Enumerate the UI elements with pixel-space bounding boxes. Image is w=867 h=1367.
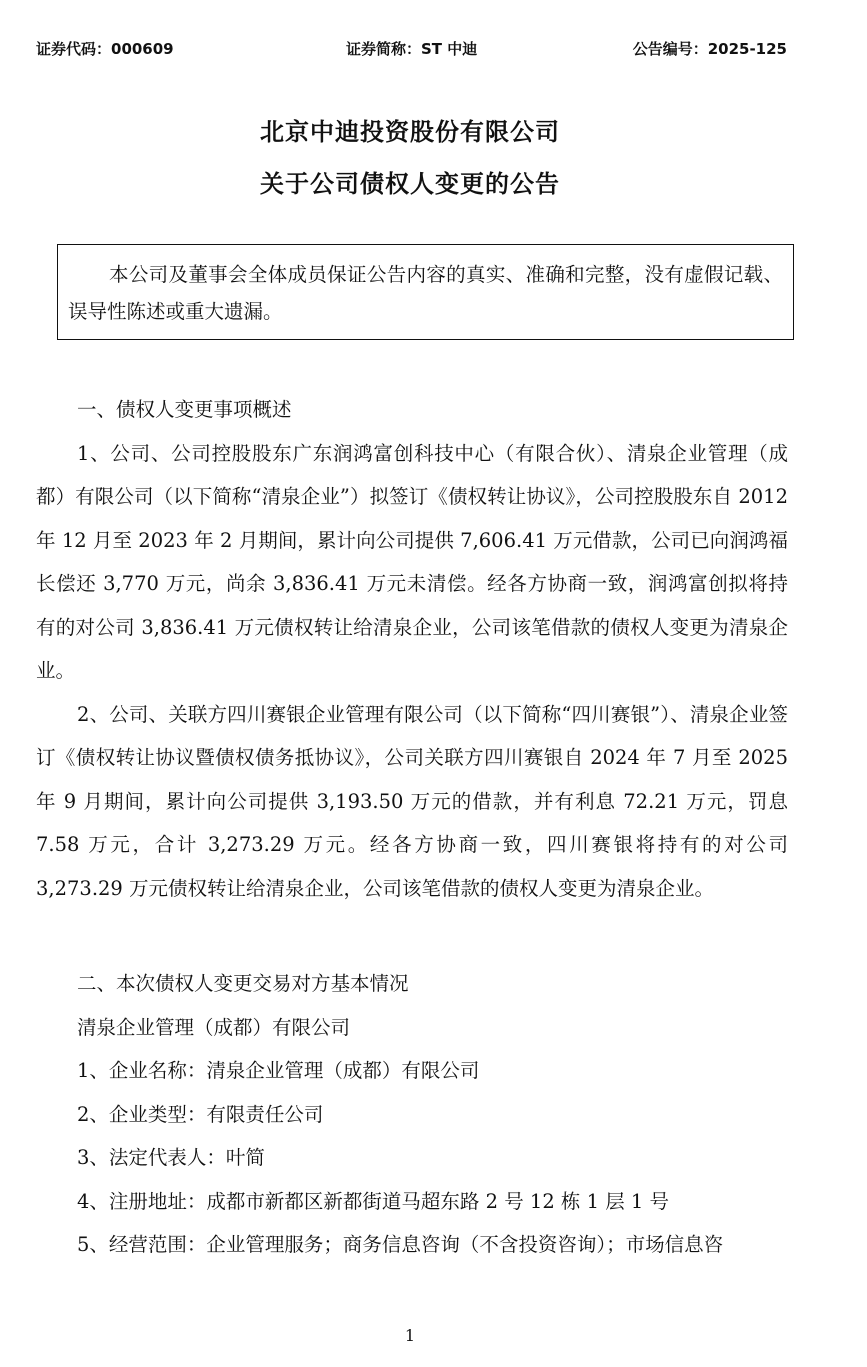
stock-abbreviation: 证券简称：ST 中迪 xyxy=(346,40,478,58)
info-item: 2、企业类型：有限责任公司 xyxy=(77,1102,324,1126)
stock-code: 证券代码：000609 xyxy=(36,40,174,58)
info-item: 3、法定代表人：叶简 xyxy=(77,1146,265,1169)
page-number: 1 xyxy=(404,1326,416,1345)
page-header xyxy=(36,38,787,62)
document-title-company: 北京中迪投资股份有限公司 xyxy=(260,118,560,146)
board-statement: 本公司及董事会全体成员保证公告内容的真实、准确和完整，没有虚假记载、误导性陈述或重大遗漏。 xyxy=(68,263,783,323)
document-title-subject: 关于公司债权人变更的公告 xyxy=(260,170,560,198)
notice-number: 公告编号：2025-125 xyxy=(632,40,787,58)
info-item: 1、企业名称：清泉企业管理（成都）有限公司 xyxy=(77,1059,480,1082)
section-1-heading: 一、债权人变更事项概述 xyxy=(77,398,292,421)
document-body xyxy=(36,388,788,1267)
section-2-heading: 二、本次债权人变更交易对方基本情况 xyxy=(77,972,409,995)
board-statement-box xyxy=(57,244,794,340)
info-item: 4、注册地址：成都市新都区新都街道马超东路 2 号 12 栋 1 层 1 号 xyxy=(77,1189,670,1213)
section-1-paragraph-1: 1、公司、公司控股股东广东润鸿富创科技中心（有限合伙）、清泉企业管理（成都）有限公司（以下简称“清泉企业”）拟签订《债权转让协议》，公司控股股东自 2012 年 12 月至 2023 年 2 月期间，累计向公司提供 7,606.41 万元借款，公司已向润鸿福长偿还 3,770 万元，尚余 3,836.41 万元未清偿。经各方协商一致，润鸿富创拟将持有的对公司 3,836.41 万元债权转让给清泉企业，公司该笔借款的债权人变更为清泉企业。 xyxy=(36,441,788,682)
info-item: 5、经营范围：企业管理服务；商务信息咨询（不含投资咨询）；市场信息咨 xyxy=(77,1233,724,1256)
counterparty-name: 清泉企业管理（成都）有限公司 xyxy=(77,1015,351,1039)
section-1-paragraph-2: 2、公司、关联方四川赛银企业管理有限公司（以下简称“四川赛银”）、清泉企业签订《债权转让协议暨债权债务抵协议》，公司关联方四川赛银自 2024 年 7 月至 2025 年 9 月期间，累计向公司提供 3,193.50 万元的借款，并有利息 72.21 万元，罚息 7.58 万元，合计 3,273.29 万元。经各方协商一致，四川赛银将持有的对公司 3,273.29 万元债权转让给清泉企业，公司该笔借款的债权人变更为清泉企业。 xyxy=(36,702,788,900)
